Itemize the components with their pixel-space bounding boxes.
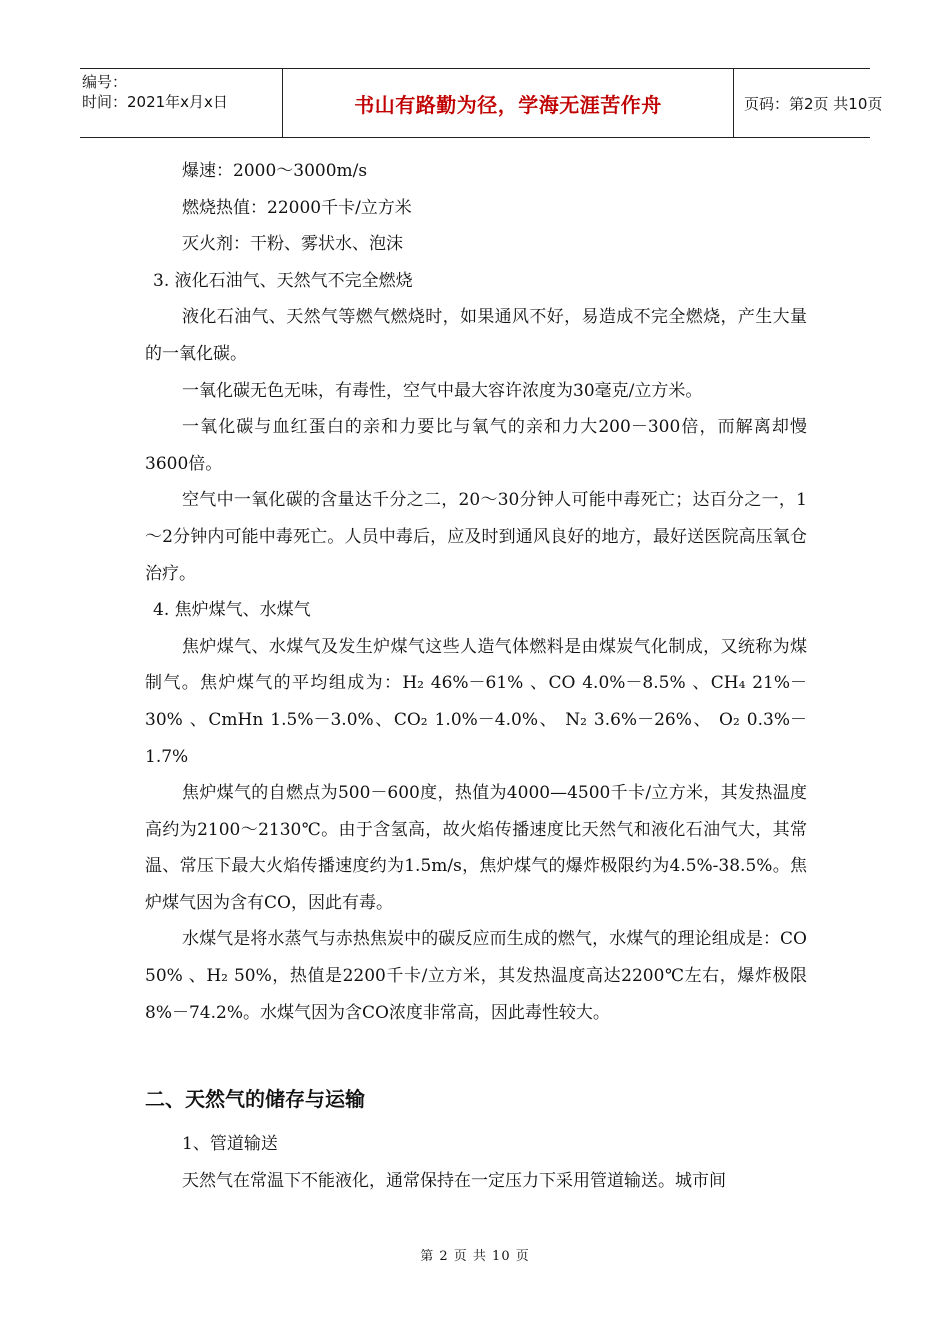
header-motto: 书山有路勤为径，学海无涯苦作舟 <box>354 92 662 117</box>
body-content <box>145 153 807 1031</box>
page-header <box>80 68 883 138</box>
paragraph: 焦炉煤气的自燃点为500－600度，热值为4000—4500千卡/立方米，其发热温度高约为2100～2130℃。由于含氢高，故火焰传播速度比天然气和液化石油气大，其常温、常压下最大火焰传播速度约为1.5m/s，焦炉煤气的爆炸极限约为4.5%-38.5%。焦炉煤气因为含有CO，因此有毒。 <box>145 783 807 913</box>
header-motto-cell <box>282 69 734 137</box>
number-label: 编号： <box>82 73 128 91</box>
paragraph: 液化石油气、天然气等燃气燃烧时，如果通风不好，易造成不完全燃烧，产生大量的一氧化碳。 <box>145 307 807 364</box>
subsection-heading: 1、管道输送 <box>182 1134 278 1154</box>
header-page-info: 页码：第2页 共10页 <box>744 94 883 113</box>
paragraph: 一氧化碳无色无味，有毒性，空气中最大容许浓度为30毫克/立方米。 <box>182 380 703 401</box>
paragraph: 水煤气是将水蒸气与赤热焦炭中的碳反应而生成的燃气，水煤气的理论组成是：CO 50% 、H₂ 50%，热值是2200千卡/立方米，其发热温度高达2200℃左右，爆炸极限8%－74.2%。水煤气因为含CO浓度非常高，因此毒性较大。 <box>145 929 807 1023</box>
paragraph: 天然气在常温下不能液化，通常保持在一定压力下采用管道输送。城市间 <box>182 1170 726 1191</box>
page-footer: 第 2 页 共 10 页 <box>420 1249 530 1264</box>
paragraph: 空气中一氧化碳的含量达千分之二，20～30分钟人可能中毒死亡；达百分之一，1～2分钟内可能中毒死亡。人员中毒后，应及时到通风良好的地方，最好送医院高压氧仓治疗。 <box>145 490 807 584</box>
time-label: 时间：2021年x月x日 <box>82 93 228 111</box>
section-title: 二、天然气的储存与运输 <box>145 1087 365 1111</box>
numbered-heading: 4. 焦炉煤气、水煤气 <box>153 600 311 621</box>
paragraph: 一氧化碳与血红蛋白的亲和力要比与氧气的亲和力大200－300倍，而解离却慢3600倍。 <box>145 417 807 474</box>
paragraph: 爆速：2000～3000m/s <box>182 161 368 181</box>
paragraph: 灭火剂：干粉、雾状水、泡沫 <box>182 234 403 255</box>
header-left-cell <box>80 69 282 137</box>
paragraph: 焦炉煤气、水煤气及发生炉煤气这些人造气体燃料是由煤炭气化制成，又统称为煤制气。焦炉煤气的平均组成为：H₂ 46%－61% 、CO 4.0%－8.5% 、CH₄ 21%－30% 、CmHn 1.5%－3.0%、CO₂ 1.0%－4.0%、 N₂ 3.6%－26%、 O₂ 0.3%－1.7% <box>145 636 807 767</box>
paragraph: 燃烧热值：22000千卡/立方米 <box>182 197 412 218</box>
numbered-heading: 3. 液化石油气、天然气不完全燃烧 <box>153 270 413 291</box>
section-content <box>145 1126 807 1199</box>
